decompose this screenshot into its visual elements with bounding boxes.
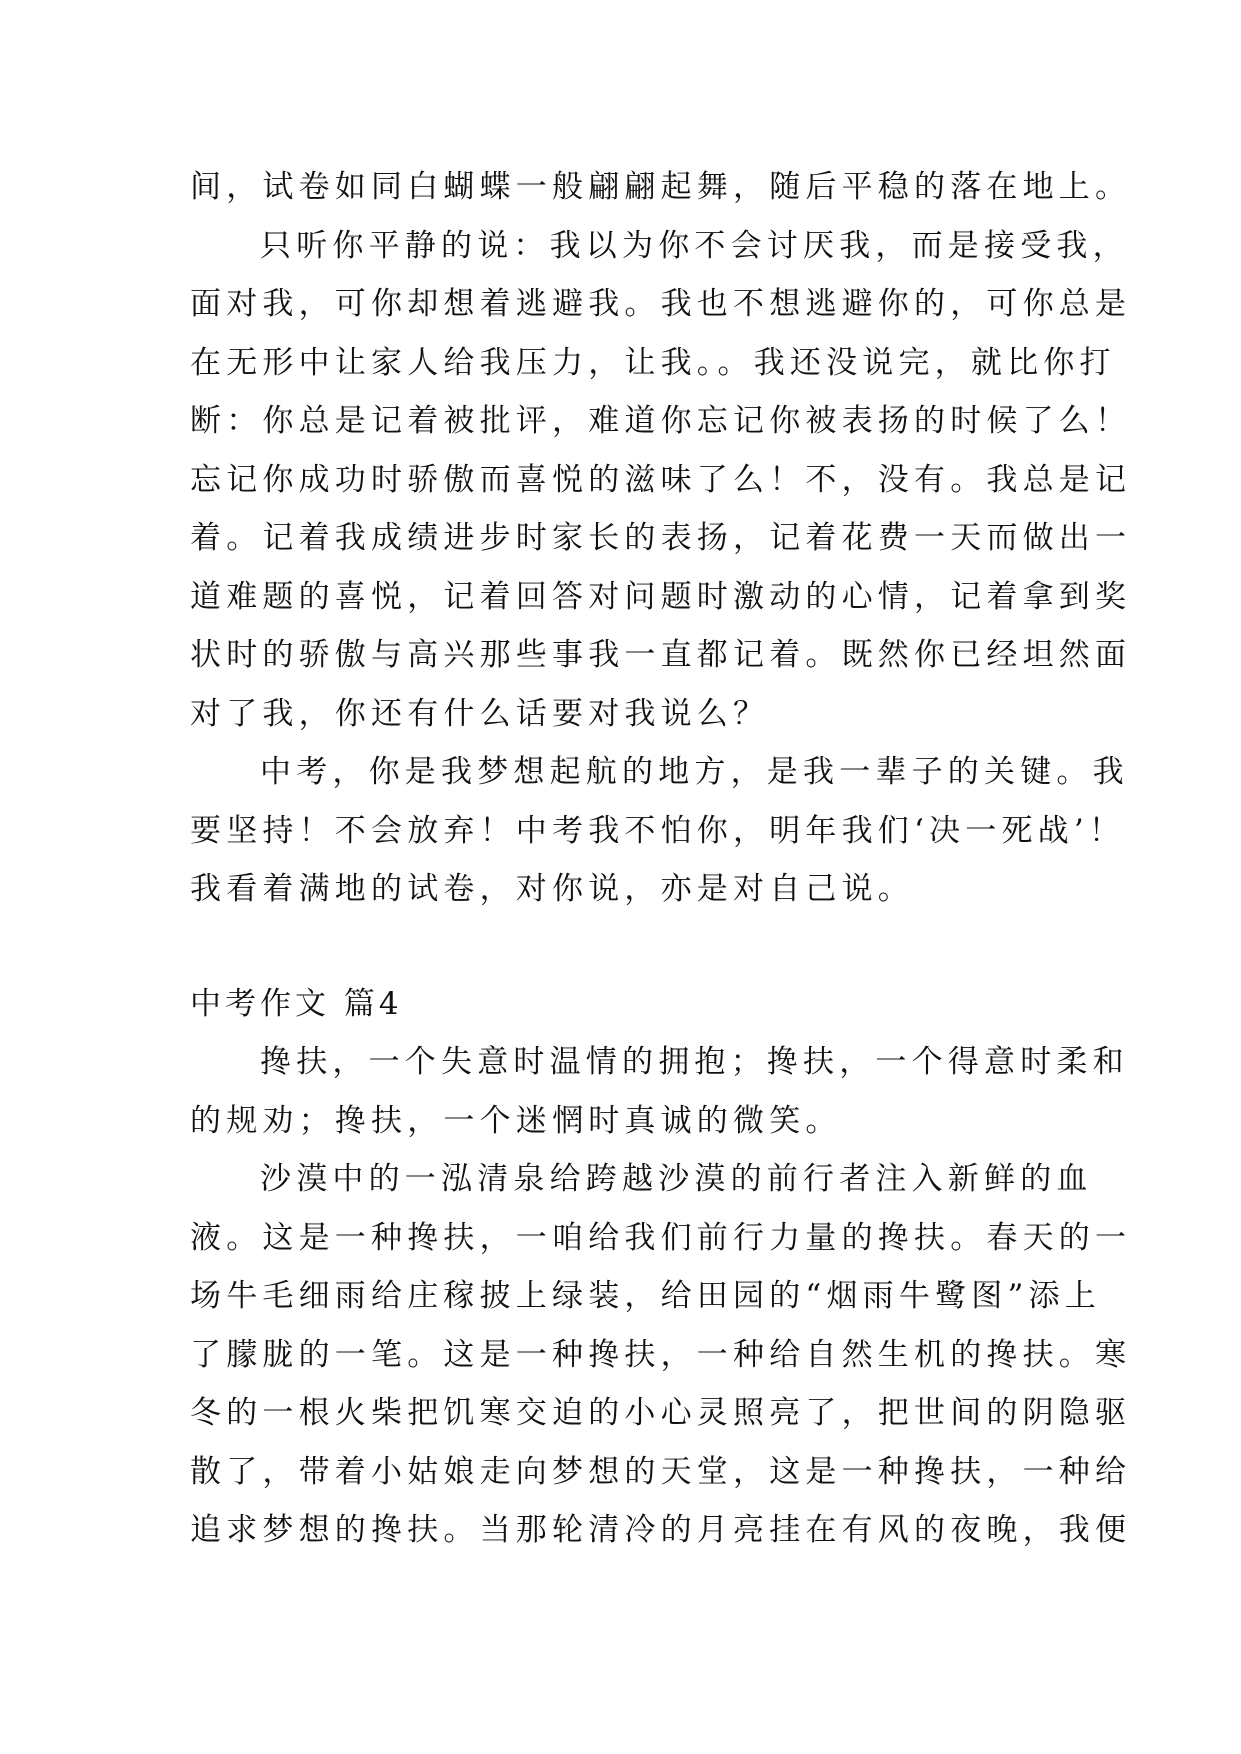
- text-line: 冬的一根火柴把饥寒交迫的小心灵照亮了，把世间的阴隐驱: [190, 1395, 1132, 1431]
- essay-section-1: [190, 158, 1132, 919]
- text-line: 追求梦想的搀扶。当那轮清冷的月亮挂在有风的夜晚，我便: [190, 1512, 1132, 1548]
- text-line: 忘记你成功时骄傲而喜悦的滋味了么！不，没有。我总是记: [190, 461, 1132, 498]
- text-line: 了朦胧的一笔。这是一种搀扶，一种给自然生机的搀扶。寒: [190, 1336, 1132, 1373]
- text-line: 在无形中让家人给我压力，让我。。我还没说完，就比你打: [190, 344, 1116, 381]
- text-line: 间，试卷如同白蝴蝶一般翩翩起舞，随后平稳的落在地上。: [190, 169, 1132, 205]
- text-line: 断：你总是记着被批评，难道你忘记你被表扬的时候了么！: [190, 403, 1132, 439]
- text-line: 要坚持！不会放弃！中考我不怕你，明年我们‘决一死战’！: [190, 812, 1126, 849]
- text-line: 道难题的喜悦，记着回答对问题时激动的心情，记着拿到奖: [190, 578, 1132, 615]
- paragraph-start-line: 中考，你是我梦想起航的地方，是我一辈子的关键。我: [260, 754, 1129, 790]
- text-line: 场牛毛细雨给庄稼披上绿装，给田园的“烟雨牛鹭图”添上: [190, 1278, 1101, 1314]
- text-line: 散了，带着小姑娘走向梦想的天堂，这是一种搀扶，一种给: [190, 1453, 1132, 1490]
- text-line: 液。这是一种搀扶，一咱给我们前行力量的搀扶。春天的一: [190, 1219, 1132, 1256]
- paragraph-start-line: 沙漠中的一泓清泉给跨越沙漠的前行者注入新鲜的血: [260, 1161, 1093, 1197]
- text-line: 着。记着我成绩进步时家长的表扬，记着花费一天而做出一: [190, 520, 1132, 556]
- text-line: 面对我，可你却想着逃避我。我也不想逃避你的，可你总是: [190, 286, 1132, 322]
- text-line: 对了我，你还有什么话要对我说么？: [190, 695, 770, 732]
- text-line: 我看着满地的试卷，对你说，亦是对自己说。: [190, 871, 914, 907]
- essay-section-2: [190, 1033, 1132, 1560]
- text-line: 的规劝；搀扶，一个迷惘时真诚的微笑。: [190, 1102, 842, 1139]
- section-heading: 中考作文 篇4: [190, 986, 403, 1022]
- paragraph-start-line: 只听你平静的说：我以为你不会讨厌我，而是接受我，: [260, 227, 1129, 264]
- paragraph-start-line: 搀扶，一个失意时温情的拥抱；搀扶，一个得意时柔和: [260, 1044, 1129, 1080]
- text-line: 状时的骄傲与高兴那些事我一直都记着。既然你已经坦然面: [190, 637, 1132, 673]
